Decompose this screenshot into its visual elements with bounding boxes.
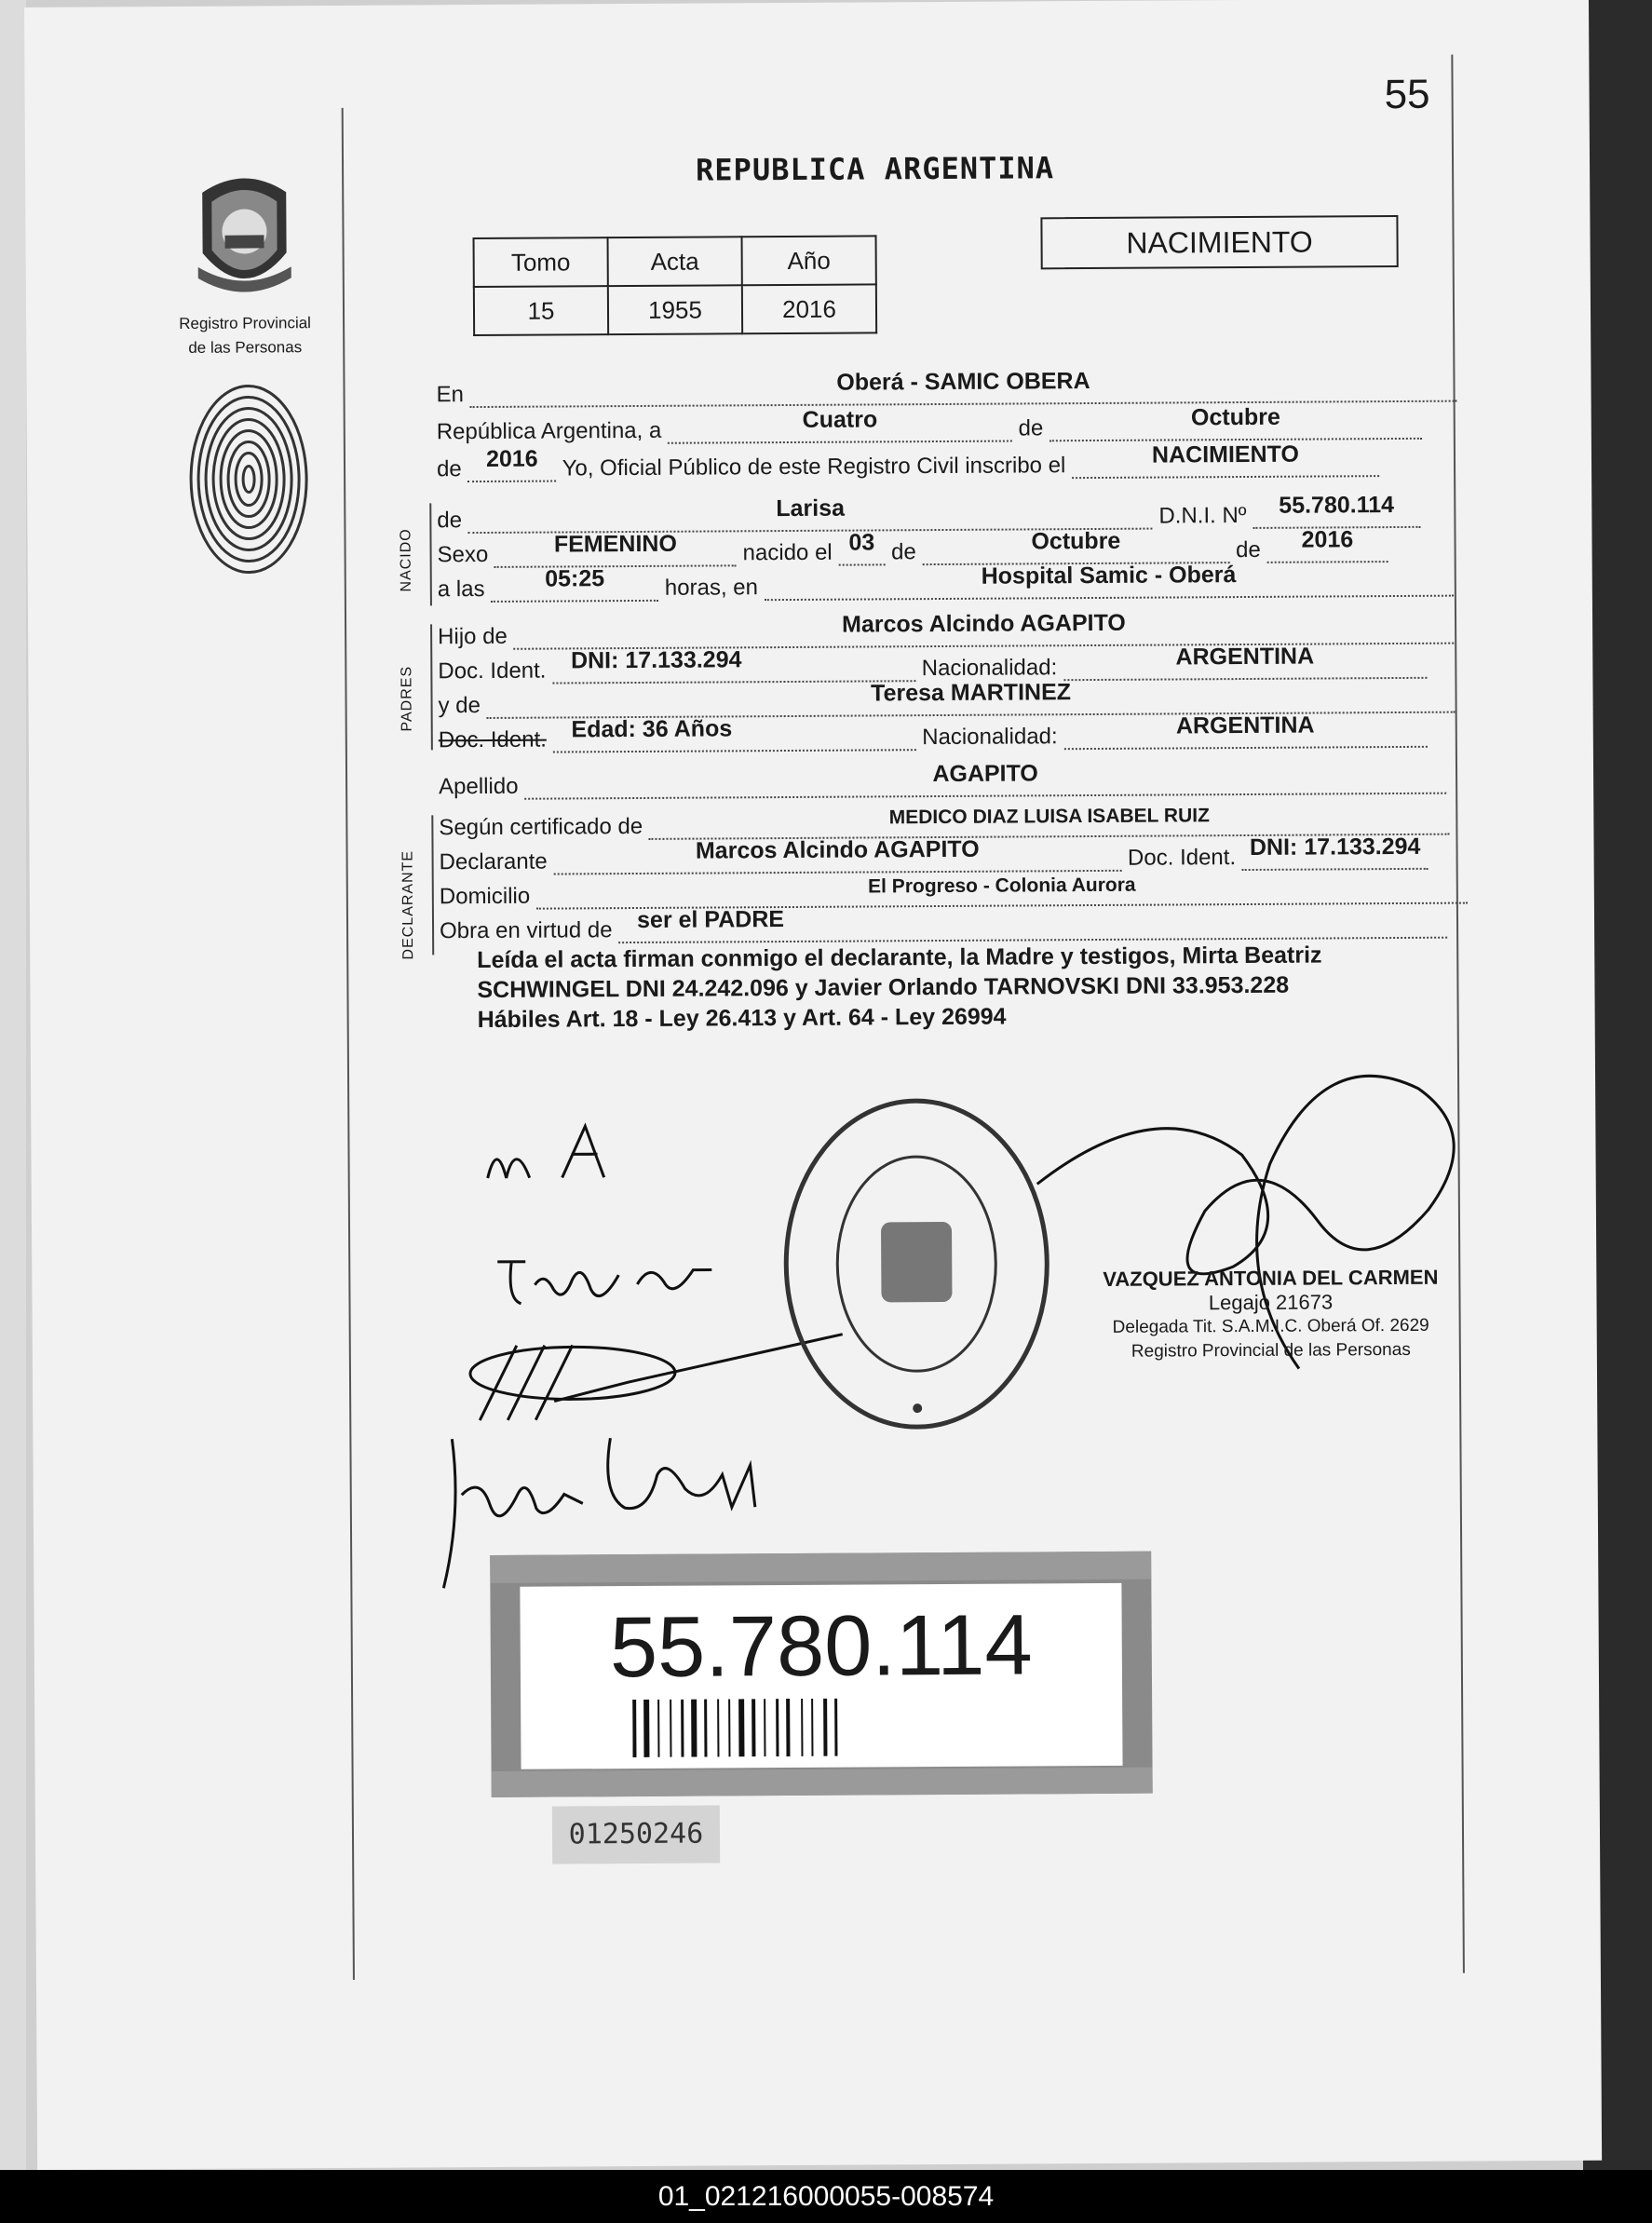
label-de-birth: de xyxy=(890,539,916,565)
field-obra: ser el PADRE xyxy=(637,906,785,933)
fingerprint-icon xyxy=(183,378,314,579)
field-name: Larisa xyxy=(776,495,846,522)
logo-label-2: de las Personas xyxy=(188,338,303,357)
barcode-label xyxy=(490,1552,1153,1797)
padres-bar xyxy=(430,624,433,750)
label-y-de: y de xyxy=(438,693,481,719)
label-doc-decl: Doc. Ident. xyxy=(1127,845,1237,871)
section-label-declarante: DECLARANTE xyxy=(399,849,417,960)
field-birth-place: Hospital Samic - Oberá xyxy=(981,562,1237,590)
label-hijo: Hijo de xyxy=(438,623,508,650)
barcode-panel xyxy=(520,1583,1122,1769)
label-apellido: Apellido xyxy=(439,773,519,800)
field-declarante: Marcos Alcindo AGAPITO xyxy=(695,835,980,864)
field-birth-day: 03 xyxy=(848,529,875,556)
closing-line-2: SCHWINGEL DNI 24.242.096 y Javier Orlando TARNOVSKI DNI 33.953.228 xyxy=(477,971,1290,1004)
field-month: Octubre xyxy=(1190,403,1280,431)
stamp-number: 01250246 xyxy=(552,1805,720,1864)
field-father: Marcos Alcindo AGAPITO xyxy=(842,609,1126,638)
field-mother: Teresa MARTINEZ xyxy=(871,679,1072,707)
field-apellido: AGAPITO xyxy=(932,760,1038,788)
field-time: 05:25 xyxy=(545,565,605,592)
table-header-tomo: Tomo xyxy=(474,237,608,287)
field-mother-nat: ARGENTINA xyxy=(1175,712,1315,739)
logo-label-1: Registro Provincial xyxy=(179,314,311,332)
field-birth-year: 2016 xyxy=(1301,526,1354,553)
label-nacido: nacido el xyxy=(742,539,833,566)
field-father-nat: ARGENTINA xyxy=(1175,643,1315,671)
section-label-nacido: NACIDO xyxy=(398,528,414,592)
section-label-padres: PADRES xyxy=(399,665,415,732)
signature-1 xyxy=(478,1112,665,1197)
label-declarante: Declarante xyxy=(439,848,548,875)
official-name: VAZQUEZ ANTONIA DEL CARMEN xyxy=(1103,1265,1439,1291)
field-decl-doc: DNI: 17.133.294 xyxy=(1249,833,1421,861)
label-sexo: Sexo xyxy=(437,541,489,568)
scan-edge-left xyxy=(0,0,26,2170)
label-doc-mother: Doc. Ident. xyxy=(438,726,547,753)
official-block xyxy=(1093,1266,1448,1364)
official-legajo: Legajo 21673 xyxy=(1208,1290,1334,1315)
footer-caption: 01_021216000055-008574 xyxy=(0,2170,1652,2223)
table-value-acta: 1955 xyxy=(608,285,742,334)
row-domicilio xyxy=(439,874,1483,915)
certificate-page xyxy=(24,0,1602,2170)
barcode-bars-icon xyxy=(632,1698,1014,1758)
label-en: En xyxy=(436,382,464,408)
label-republica: República Argentina, a xyxy=(436,417,662,445)
label-cert: Según certificado de xyxy=(439,813,643,841)
label-obra: Obra en virtud de xyxy=(439,917,613,944)
field-cert: MEDICO DIAZ LUISA ISABEL RUIZ xyxy=(888,805,1210,829)
field-place: Oberá - SAMIC OBERA xyxy=(836,368,1090,396)
left-margin-line xyxy=(342,108,355,1980)
official-org: Registro Provincial de las Personas xyxy=(1131,1339,1411,1362)
field-year: 2016 xyxy=(485,445,538,472)
row-time xyxy=(437,562,1481,608)
table-header-acta: Acta xyxy=(608,237,742,286)
label-de-2: de xyxy=(436,456,462,482)
closing-paragraph xyxy=(477,940,1474,1036)
declarante-bar xyxy=(431,815,434,955)
table-header-anio: Año xyxy=(742,236,876,285)
field-dni: 55.780.114 xyxy=(1279,492,1395,519)
row-mother-doc xyxy=(438,712,1482,759)
label-oficial: Yo, Oficial Público de este Registro Civil inscribo el xyxy=(562,453,1066,481)
field-father-doc: DNI: 17.133.294 xyxy=(570,646,742,674)
label-de-name: de xyxy=(437,508,463,534)
signature-2 xyxy=(488,1232,731,1318)
label-a-las: a las xyxy=(437,576,485,603)
field-birth-month: Octubre xyxy=(1031,527,1121,555)
label-domicilio: Domicilio xyxy=(439,883,531,910)
field-day: Cuatro xyxy=(802,406,878,433)
label-nac-father: Nacionalidad: xyxy=(921,655,1058,682)
label-de-1: de xyxy=(1018,415,1044,441)
closing-line-1: Leída el acta firman conmigo el declarante, la Madre y testigos, Mirta Beatriz xyxy=(477,942,1322,974)
nacido-bar xyxy=(429,503,432,605)
field-sexo: FEMENINO xyxy=(553,530,677,558)
closing-line-3: Hábiles Art. 18 - Ley 26.413 y Art. 64 - Ley 26994 xyxy=(477,1003,1007,1034)
record-type-box: NACIMIENTO xyxy=(1040,215,1398,269)
document-title: REPUBLICA ARGENTINA xyxy=(695,150,1055,188)
label-horas: horas, en xyxy=(664,575,759,601)
field-domicilio: El Progreso - Colonia Aurora xyxy=(868,874,1136,898)
label-nac-mother: Nacionalidad: xyxy=(922,724,1058,751)
barcode-number: 55.780.114 xyxy=(609,1597,1033,1696)
official-role: Delegada Tit. S.A.M.I.C. Oberá Of. 2629 xyxy=(1112,1315,1429,1337)
label-de-birth-2: de xyxy=(1236,536,1261,563)
table-value-anio: 2016 xyxy=(742,284,876,333)
page-number: 55 xyxy=(1384,71,1430,118)
delegation-seal-icon xyxy=(776,1091,1057,1437)
row-year xyxy=(436,441,1480,488)
field-mother-doc: Edad: 36 Años xyxy=(571,715,733,743)
label-doc-father: Doc. Ident. xyxy=(438,657,547,685)
reference-table xyxy=(473,235,878,336)
misiones-crest-icon xyxy=(183,164,305,305)
table-value-tomo: 15 xyxy=(474,286,608,335)
label-dni: D.N.I. Nº xyxy=(1158,502,1247,529)
row-apellido xyxy=(439,760,1482,806)
registry-logo xyxy=(174,164,315,358)
field-act-kind: NACIMIENTO xyxy=(1151,441,1299,468)
